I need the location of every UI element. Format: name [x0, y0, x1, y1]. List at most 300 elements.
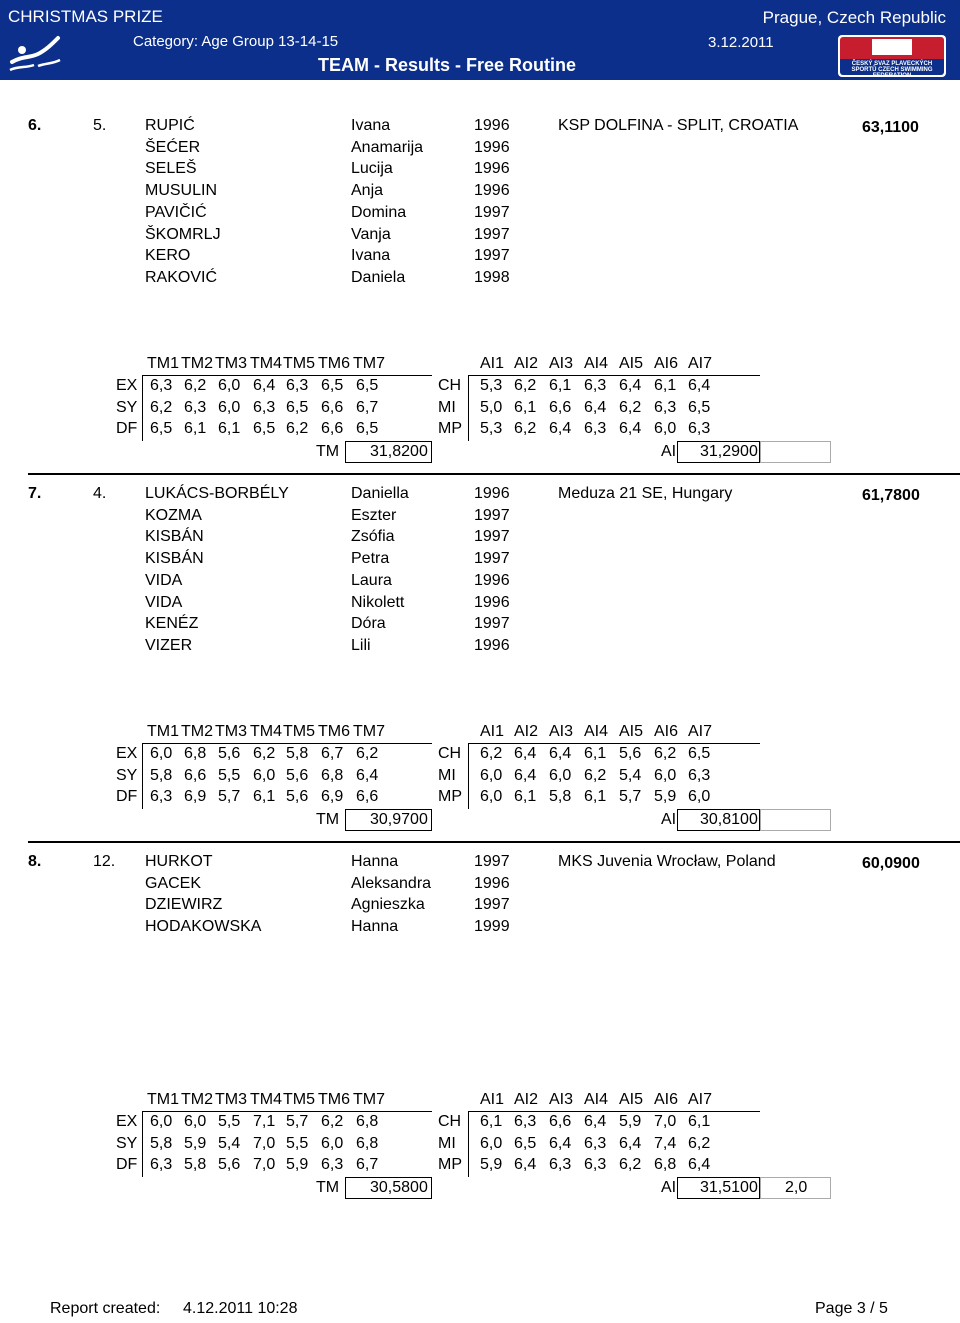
tm-row-label: DF — [116, 1156, 138, 1174]
member-surname: VIDA — [145, 593, 183, 611]
ai-score: 5,4 — [619, 766, 642, 784]
tm-total-label: TM — [316, 443, 340, 461]
tm-total-value: 30,5800 — [370, 1179, 428, 1197]
team-rank: 8. — [28, 853, 42, 870]
ai-score: 6,3 — [654, 398, 677, 416]
tm-column-header: TM3 — [215, 355, 247, 372]
member-surname: HODAKOWSKA — [145, 918, 262, 936]
ai-score: 6,1 — [688, 1113, 711, 1130]
tm-score: 6,6 — [184, 766, 207, 784]
ai-column-header: AI4 — [584, 723, 609, 740]
tm-column-header: TM4 — [250, 1091, 282, 1108]
member-surname: HURKOT — [145, 853, 213, 870]
ai-column-header: AI1 — [480, 355, 505, 372]
member-birth-year: 1997 — [474, 550, 510, 568]
team-club: KSP DOLFINA - SPLIT, CROATIA — [558, 117, 799, 134]
member-surname: VIDA — [145, 571, 183, 589]
ai-column-header: AI1 — [480, 723, 505, 740]
ai-score: 6,4 — [619, 1134, 642, 1152]
tm-score: 6,9 — [184, 788, 207, 806]
ai-score: 6,1 — [654, 377, 677, 394]
ai-column-header: AI7 — [688, 355, 713, 372]
ai-column-header: AI2 — [514, 1091, 539, 1108]
ai-column-header: AI2 — [514, 355, 539, 372]
team-start-number: 12. — [93, 853, 116, 870]
ai-score: 7,0 — [654, 1113, 677, 1130]
ai-score: 6,5 — [688, 745, 711, 762]
tm-score: 6,4 — [253, 377, 276, 394]
tm-score: 6,2 — [184, 377, 207, 394]
tm-column-header: TM3 — [215, 723, 247, 740]
tm-score: 5,5 — [218, 766, 241, 784]
tm-score: 5,6 — [286, 788, 309, 806]
ai-column-header: AI7 — [688, 723, 713, 740]
tm-header-line — [142, 743, 432, 744]
tm-score: 6,1 — [218, 420, 241, 438]
tm-score: 6,5 — [356, 420, 379, 438]
tm-score: 6,5 — [286, 398, 309, 416]
ai-score: 6,4 — [514, 745, 537, 762]
ai-score: 6,4 — [584, 1113, 607, 1130]
tm-score: 6,1 — [184, 420, 207, 438]
tm-score: 5,6 — [218, 745, 241, 762]
member-birth-year: 1996 — [474, 485, 510, 502]
team-separator — [28, 841, 960, 843]
member-surname: SELEŠ — [145, 160, 197, 178]
tm-column-header: TM6 — [318, 723, 350, 740]
tm-score: 5,7 — [286, 1113, 309, 1130]
member-firstname: Agnieszka — [351, 896, 425, 914]
ai-total-label: AI — [661, 1179, 677, 1197]
tm-score: 6,3 — [321, 1156, 344, 1174]
ai-score: 5,3 — [480, 377, 503, 394]
member-birth-year: 1997 — [474, 506, 510, 524]
tm-score: 5,7 — [218, 788, 241, 806]
tm-score: 6,5 — [253, 420, 276, 438]
ai-score: 6,4 — [619, 420, 642, 438]
team-rank: 6. — [28, 117, 42, 134]
member-surname: ŠKOMRLJ — [145, 225, 221, 243]
member-surname: KISBÁN — [145, 528, 204, 546]
member-birth-year: 1997 — [474, 528, 510, 546]
ai-header-line — [468, 743, 760, 744]
member-surname: VIZER — [145, 636, 193, 654]
tm-score: 6,4 — [356, 766, 379, 784]
ai-column-header: AI6 — [654, 355, 679, 372]
event-location: Prague, Czech Republic — [762, 8, 946, 27]
ai-score: 6,3 — [584, 1134, 607, 1152]
ai-score: 6,2 — [480, 745, 503, 762]
member-surname: GACEK — [145, 874, 202, 892]
ai-score: 6,3 — [688, 766, 711, 784]
member-firstname: Vanja — [351, 225, 391, 243]
ai-column-header: AI6 — [654, 1091, 679, 1108]
member-firstname: Laura — [351, 571, 392, 589]
tm-score: 6,3 — [184, 398, 207, 416]
member-surname: LUKÁCS-BORBÉLY — [145, 485, 289, 502]
ai-score: 6,3 — [514, 1113, 537, 1130]
team-start-number: 4. — [93, 485, 107, 502]
ai-row-label: MP — [438, 788, 462, 806]
member-firstname: Daniela — [351, 268, 406, 286]
tm-row-label: SY — [116, 766, 138, 784]
penalty-box — [760, 441, 831, 463]
page-number: Page 3 / 5 — [815, 1300, 888, 1317]
ai-score: 6,3 — [688, 420, 711, 438]
report-created-label: Report created: — [50, 1300, 161, 1317]
ai-score: 6,2 — [654, 745, 677, 762]
tm-column-header: TM2 — [181, 723, 213, 740]
tm-score: 6,0 — [253, 766, 276, 784]
ai-total-value: 31,5100 — [700, 1179, 758, 1197]
tm-score: 5,4 — [218, 1134, 241, 1152]
ai-row-label: MP — [438, 1156, 462, 1174]
tm-score: 6,7 — [356, 1156, 379, 1174]
ai-score: 5,6 — [619, 745, 642, 762]
ai-column-header: AI6 — [654, 723, 679, 740]
member-surname: KOZMA — [145, 506, 202, 524]
ai-score: 5,0 — [480, 398, 503, 416]
ai-score: 6,4 — [514, 1156, 537, 1174]
tm-row-label: EX — [116, 377, 138, 394]
member-firstname: Hanna — [351, 853, 399, 870]
ai-score: 6,3 — [549, 1156, 572, 1174]
ai-score: 6,5 — [514, 1134, 537, 1152]
ai-score: 6,2 — [514, 377, 537, 394]
ai-score: 6,0 — [654, 766, 677, 784]
member-firstname: Nikolett — [351, 593, 405, 611]
ai-column-header: AI5 — [619, 723, 644, 740]
tm-score: 7,0 — [253, 1156, 276, 1174]
ai-score: 6,0 — [480, 766, 503, 784]
tm-column-header: TM6 — [318, 355, 350, 372]
ai-score: 5,9 — [619, 1113, 642, 1130]
ai-score: 6,4 — [688, 377, 711, 394]
federation-logo: ČESKÝ SVAZ PLAVECKÝCH SPORTŮ CZECH SWIMMING FEDERATION — [838, 35, 946, 77]
ai-score: 7,4 — [654, 1134, 677, 1152]
member-firstname: Hanna — [351, 918, 399, 936]
ai-score: 6,1 — [514, 398, 537, 416]
tm-score: 6,5 — [356, 377, 379, 394]
event-title: CHRISTMAS PRIZE — [8, 7, 163, 26]
tm-header-line — [142, 1111, 432, 1112]
tm-total-label: TM — [316, 1179, 340, 1197]
ai-total-value: 30,8100 — [700, 811, 758, 829]
ai-score: 6,2 — [619, 398, 642, 416]
report-created-date: 4.12.2011 10:28 — [183, 1300, 298, 1317]
ai-score: 6,1 — [480, 1113, 503, 1130]
member-birth-year: 1996 — [474, 160, 510, 178]
page-header — [0, 0, 960, 88]
tm-column-header: TM1 — [147, 355, 179, 372]
ai-header-line — [468, 375, 760, 376]
member-firstname: Daniella — [351, 485, 409, 502]
ai-left-line — [468, 743, 469, 809]
ai-row-label: MP — [438, 420, 462, 438]
ai-score: 6,0 — [480, 788, 503, 806]
tm-score: 6,2 — [286, 420, 309, 438]
ai-score: 5,9 — [654, 788, 677, 806]
tm-column-header: TM7 — [353, 355, 385, 372]
results-subtitle: TEAM - Results - Free Routine — [318, 55, 577, 75]
member-firstname: Eszter — [351, 506, 397, 524]
ai-row-label: MI — [438, 1134, 456, 1152]
member-surname: RUPIĆ — [145, 117, 195, 134]
ai-score: 6,3 — [584, 377, 607, 394]
team-total: 63,1100 — [862, 119, 919, 136]
tm-score: 6,6 — [321, 420, 344, 438]
member-firstname: Petra — [351, 550, 390, 568]
member-surname: KENÉZ — [145, 615, 199, 633]
member-birth-year: 1996 — [474, 593, 510, 611]
tm-column-header: TM3 — [215, 1091, 247, 1108]
ai-score: 6,4 — [549, 1134, 572, 1152]
tm-score: 6,3 — [286, 377, 309, 394]
tm-score: 6,1 — [253, 788, 276, 806]
tm-column-header: TM4 — [250, 355, 282, 372]
team-club: Meduza 21 SE, Hungary — [558, 485, 733, 502]
tm-score: 7,1 — [253, 1113, 276, 1130]
tm-left-line — [142, 375, 143, 441]
ai-row-label: CH — [438, 1113, 462, 1130]
tm-score: 6,5 — [150, 420, 173, 438]
member-firstname: Ivana — [351, 247, 391, 265]
tm-score: 6,9 — [321, 788, 344, 806]
tm-row-label: EX — [116, 745, 138, 762]
ai-score: 6,0 — [654, 420, 677, 438]
ai-column-header: AI1 — [480, 1091, 505, 1108]
tm-score: 6,0 — [184, 1113, 207, 1130]
ai-score: 6,0 — [549, 766, 572, 784]
tm-column-header: TM4 — [250, 723, 282, 740]
tm-score: 6,5 — [321, 377, 344, 394]
ai-column-header: AI4 — [584, 355, 609, 372]
ai-score: 6,1 — [584, 745, 607, 762]
member-firstname: Aleksandra — [351, 874, 432, 892]
tm-column-header: TM7 — [353, 1091, 385, 1108]
ai-score: 6,4 — [549, 420, 572, 438]
team-separator — [28, 473, 960, 475]
member-birth-year: 1996 — [474, 117, 510, 134]
ai-score: 5,7 — [619, 788, 642, 806]
ai-score: 6,1 — [549, 377, 572, 394]
ai-score: 6,4 — [549, 745, 572, 762]
team-section — [0, 480, 960, 840]
tm-score: 5,6 — [218, 1156, 241, 1174]
tm-score: 6,7 — [356, 398, 379, 416]
tm-score: 5,5 — [218, 1113, 241, 1130]
tm-score: 5,8 — [286, 745, 309, 762]
ai-row-label: MI — [438, 766, 456, 784]
ai-score: 5,3 — [480, 420, 503, 438]
ai-score: 6,1 — [584, 788, 607, 806]
member-firstname: Lili — [351, 636, 371, 654]
tm-column-header: TM2 — [181, 1091, 213, 1108]
member-birth-year: 1996 — [474, 571, 510, 589]
ai-score: 6,4 — [514, 766, 537, 784]
member-firstname: Dóra — [351, 615, 386, 633]
tm-score: 6,8 — [356, 1113, 379, 1130]
member-firstname: Domina — [351, 203, 407, 221]
tm-score: 6,2 — [150, 398, 173, 416]
member-surname: PAVIČIĆ — [145, 203, 207, 221]
team-start-number: 5. — [93, 117, 107, 134]
tm-score: 5,8 — [150, 766, 173, 784]
ai-score: 6,6 — [549, 398, 572, 416]
tm-total-label: TM — [316, 811, 340, 829]
team-rank: 7. — [28, 485, 42, 502]
tm-column-header: TM1 — [147, 1091, 179, 1108]
tm-row-label: DF — [116, 788, 138, 806]
team-section — [0, 848, 960, 1208]
member-birth-year: 1997 — [474, 896, 510, 914]
ai-score: 6,4 — [688, 1156, 711, 1174]
ai-column-header: AI5 — [619, 355, 644, 372]
tm-column-header: TM1 — [147, 723, 179, 740]
member-firstname: Zsófia — [351, 528, 395, 546]
member-surname: MUSULIN — [145, 182, 218, 200]
ai-score: 6,4 — [584, 398, 607, 416]
ai-score: 6,1 — [514, 788, 537, 806]
ai-left-line — [468, 375, 469, 441]
tm-score: 6,3 — [253, 398, 276, 416]
ai-total-value: 31,2900 — [700, 443, 758, 461]
member-firstname: Anamarija — [351, 138, 424, 156]
tm-score: 6,2 — [321, 1113, 344, 1130]
member-birth-year: 1997 — [474, 203, 510, 221]
event-date: 3.12.2011 — [708, 34, 774, 51]
ai-row-label: MI — [438, 398, 456, 416]
tm-score: 5,9 — [184, 1134, 207, 1152]
tm-score: 6,8 — [356, 1134, 379, 1152]
ai-score: 6,4 — [619, 377, 642, 394]
ai-score: 6,6 — [549, 1113, 572, 1130]
tm-score: 6,3 — [150, 1156, 173, 1174]
ai-column-header: AI3 — [549, 355, 574, 372]
tm-row-label: EX — [116, 1113, 138, 1130]
ai-column-header: AI5 — [619, 1091, 644, 1108]
tm-score: 6,3 — [150, 377, 173, 394]
ai-score: 5,8 — [549, 788, 572, 806]
ai-score: 6,0 — [688, 788, 711, 806]
tm-score: 5,9 — [286, 1156, 309, 1174]
ai-column-header: AI2 — [514, 723, 539, 740]
member-birth-year: 1996 — [474, 138, 510, 156]
team-club: MKS Juvenia Wrocław, Poland — [558, 853, 776, 870]
team-section — [0, 112, 960, 472]
ai-row-label: CH — [438, 377, 462, 394]
member-birth-year: 1997 — [474, 853, 510, 870]
ai-total-label: AI — [661, 811, 677, 829]
ai-row-label: CH — [438, 745, 462, 762]
team-total: 61,7800 — [862, 487, 920, 504]
tm-column-header: TM6 — [318, 1091, 350, 1108]
tm-row-label: DF — [116, 420, 138, 438]
tm-score: 6,0 — [150, 1113, 173, 1130]
ai-score: 6,3 — [584, 1156, 607, 1174]
tm-column-header: TM5 — [283, 1091, 315, 1108]
penalty-box — [760, 809, 831, 831]
member-surname: KERO — [145, 247, 191, 265]
team-total: 60,0900 — [862, 855, 920, 872]
ai-score: 6,2 — [584, 766, 607, 784]
tm-score: 6,6 — [321, 398, 344, 416]
member-birth-year: 1997 — [474, 247, 510, 265]
tm-column-header: TM5 — [283, 355, 315, 372]
tm-score: 6,0 — [150, 745, 173, 762]
member-birth-year: 1996 — [474, 874, 510, 892]
member-surname: RAKOVIĆ — [145, 268, 218, 286]
ai-header-line — [468, 1111, 760, 1112]
tm-score: 6,2 — [253, 745, 276, 762]
ai-score: 6,2 — [619, 1156, 642, 1174]
member-birth-year: 1996 — [474, 636, 510, 654]
tm-score: 6,8 — [184, 745, 207, 762]
ai-score: 6,0 — [480, 1134, 503, 1152]
ai-score: 6,2 — [688, 1134, 711, 1152]
penalty-value: 2,0 — [785, 1179, 808, 1197]
member-birth-year: 1997 — [474, 225, 510, 243]
tm-column-header: TM7 — [353, 723, 385, 740]
ai-score: 6,2 — [514, 420, 537, 438]
tm-header-line — [142, 375, 432, 376]
tm-score: 6,0 — [321, 1134, 344, 1152]
ai-score: 6,5 — [688, 398, 711, 416]
tm-score: 6,7 — [321, 745, 344, 762]
ai-total-label: AI — [661, 443, 677, 461]
member-firstname: Ivana — [351, 117, 391, 134]
member-surname: DZIEWIRZ — [145, 896, 223, 914]
tm-total-value: 31,8200 — [370, 443, 428, 461]
ai-score: 6,3 — [584, 420, 607, 438]
tm-score: 6,2 — [356, 745, 379, 762]
ai-column-header: AI7 — [688, 1091, 713, 1108]
tm-column-header: TM2 — [181, 355, 213, 372]
member-birth-year: 1997 — [474, 615, 510, 633]
member-firstname: Lucija — [351, 160, 393, 178]
tm-column-header: TM5 — [283, 723, 315, 740]
member-surname: ŠEĆER — [145, 138, 201, 156]
member-firstname: Anja — [351, 182, 384, 200]
tm-left-line — [142, 743, 143, 809]
tm-left-line — [142, 1111, 143, 1177]
ai-column-header: AI4 — [584, 1091, 609, 1108]
swimmer-logo-icon — [8, 32, 62, 74]
member-birth-year: 1996 — [474, 182, 510, 200]
tm-row-label: SY — [116, 1134, 138, 1152]
tm-score: 6,0 — [218, 398, 241, 416]
tm-score: 5,8 — [150, 1134, 173, 1152]
tm-total-value: 30,9700 — [370, 811, 428, 829]
tm-score: 6,8 — [321, 766, 344, 784]
category-label: Category: Age Group 13-14-15 — [133, 33, 339, 50]
member-birth-year: 1998 — [474, 268, 510, 286]
tm-score: 5,5 — [286, 1134, 309, 1152]
tm-row-label: SY — [116, 398, 138, 416]
member-birth-year: 1999 — [474, 918, 510, 936]
tm-score: 6,3 — [150, 788, 173, 806]
ai-score: 5,9 — [480, 1156, 503, 1174]
tm-score: 5,6 — [286, 766, 309, 784]
tm-score: 6,0 — [218, 377, 241, 394]
ai-left-line — [468, 1111, 469, 1177]
tm-score: 6,6 — [356, 788, 379, 806]
tm-score: 7,0 — [253, 1134, 276, 1152]
ai-score: 6,8 — [654, 1156, 677, 1174]
tm-score: 5,8 — [184, 1156, 207, 1174]
member-surname: KISBÁN — [145, 550, 204, 568]
ai-column-header: AI3 — [549, 723, 574, 740]
